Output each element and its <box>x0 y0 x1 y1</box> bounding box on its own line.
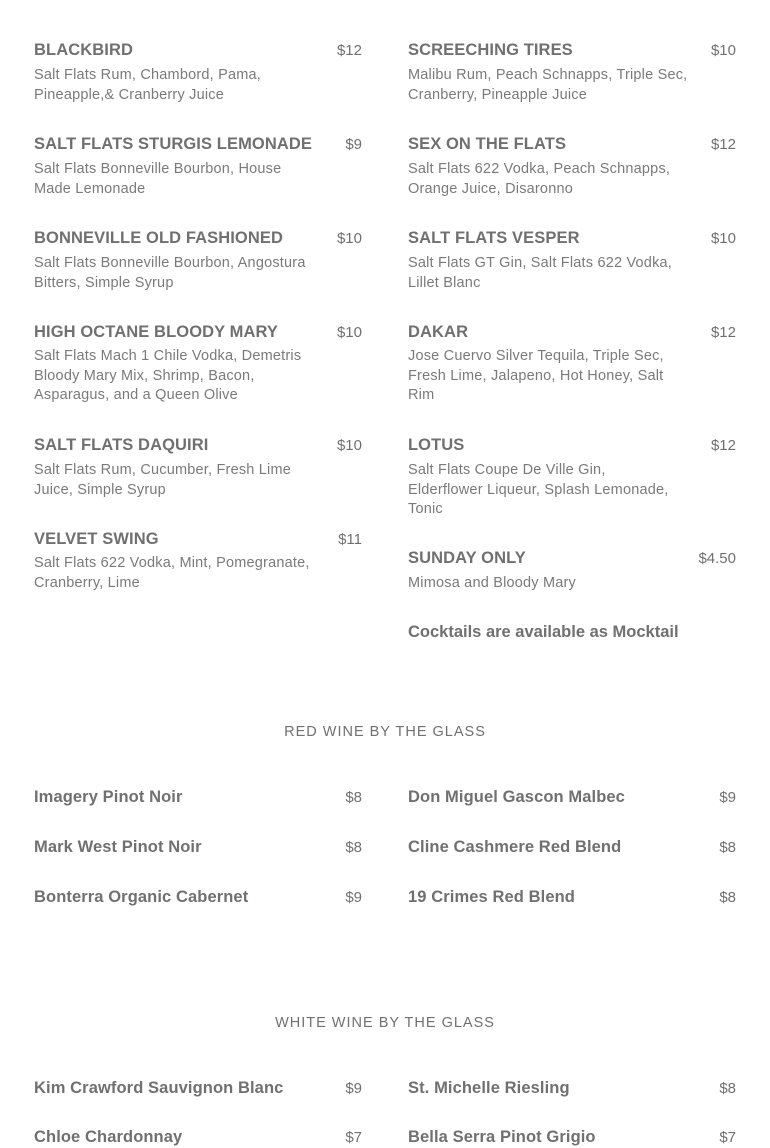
item-name: Don Miguel Gascon Malbec <box>408 788 625 806</box>
item-name: Chloe Chardonnay <box>34 1128 183 1146</box>
item-description: Salt Flats 622 Vodka, Mint, Pomegranate, Cranberry, Lime <box>34 555 310 591</box>
item-price: $9 <box>345 889 362 906</box>
item-price: $8 <box>345 839 362 856</box>
item-name: SALT FLATS DAQUIRI <box>34 436 209 454</box>
item-name: SALT FLATS STURGIS LEMONADE <box>34 135 312 153</box>
item-price: $10 <box>336 437 362 454</box>
item-name: SUNDAY ONLY <box>408 549 526 567</box>
item-price: $10 <box>710 230 736 247</box>
item-description: Salt Flats Coupe De Ville Gin, Elderflower Liqueur, Splash Lemonade, Tonic <box>408 462 669 517</box>
item-name: Bonterra Organic Cabernet <box>34 888 249 906</box>
item-price: $9 <box>719 789 736 806</box>
item-price: $12 <box>336 42 362 59</box>
item-description: Salt Flats Bonneville Bourbon, House Made Lemonade <box>34 161 282 197</box>
item-price: $8 <box>719 1080 736 1097</box>
item-description: Salt Flats Rum, Cucumber, Fresh Lime Juice, Simple Syrup <box>34 462 291 498</box>
item-name: Bella Serra Pinot Grigio <box>408 1128 596 1146</box>
item-name: SEX ON THE FLATS <box>408 135 567 153</box>
item-price: $10 <box>336 230 362 247</box>
item-name: DAKAR <box>408 323 469 341</box>
item-name: Mark West Pinot Noir <box>34 838 202 856</box>
item-price: $9 <box>345 1080 362 1097</box>
item-price: $7 <box>719 1129 736 1146</box>
item-price: $8 <box>719 889 736 906</box>
white-wine-heading: WHITE WINE BY THE GLASS <box>275 1015 495 1031</box>
item-name: Kim Crawford Sauvignon Blanc <box>34 1079 284 1097</box>
item-description: Salt Flats Bonneville Bourbon, Angostura Bitters, Simple Syrup <box>34 255 306 291</box>
item-price: $7 <box>345 1129 362 1146</box>
item-name: HIGH OCTANE BLOODY MARY <box>34 323 278 341</box>
item-price: $8 <box>345 789 362 806</box>
item-price: $12 <box>710 136 736 153</box>
item-price: $9 <box>345 136 362 153</box>
item-price: $10 <box>336 324 362 341</box>
item-name: Imagery Pinot Noir <box>34 788 183 806</box>
mocktail-note: Cocktails are available as Mocktail <box>408 623 679 641</box>
item-description: Salt Flats Mach 1 Chile Vodka, Demetris Bloody Mary Mix, Shrimp, Bacon, Asparagus, and a Queen Olive <box>34 348 302 403</box>
item-description: Jose Cuervo Silver Tequila, Triple Sec, Fresh Lime, Jalapeno, Hot Honey, Salt Rim <box>408 348 664 403</box>
item-price: $11 <box>338 531 362 548</box>
item-description: Malibu Rum, Peach Schnapps, Triple Sec, Cranberry, Pineapple Juice <box>408 67 688 103</box>
red-wine-heading: RED WINE BY THE GLASS <box>284 724 486 740</box>
item-price: $4.50 <box>698 550 736 567</box>
item-price: $12 <box>710 324 736 341</box>
item-name: LOTUS <box>408 436 465 454</box>
item-name: Cline Cashmere Red Blend <box>408 838 622 856</box>
item-name: BLACKBIRD <box>34 41 133 59</box>
item-description: Salt Flats Rum, Chambord, Pama, Pineapple,& Cranberry Juice <box>34 67 261 103</box>
item-name: St. Michelle Riesling <box>408 1079 570 1097</box>
item-name: BONNEVILLE OLD FASHIONED <box>34 229 283 247</box>
item-price: $8 <box>719 839 736 856</box>
item-name: VELVET SWING <box>34 530 159 548</box>
item-price: $10 <box>710 42 736 59</box>
item-name: SALT FLATS VESPER <box>408 229 580 247</box>
item-description: Mimosa and Bloody Mary <box>408 575 576 591</box>
item-description: Salt Flats GT Gin, Salt Flats 622 Vodka, Lillet Blanc <box>408 255 673 291</box>
item-name: 19 Crimes Red Blend <box>408 888 575 906</box>
item-price: $12 <box>710 437 736 454</box>
item-description: Salt Flats 622 Vodka, Peach Schnapps, Orange Juice, Disaronno <box>408 161 671 197</box>
item-name: SCREECHING TIRES <box>408 41 573 59</box>
